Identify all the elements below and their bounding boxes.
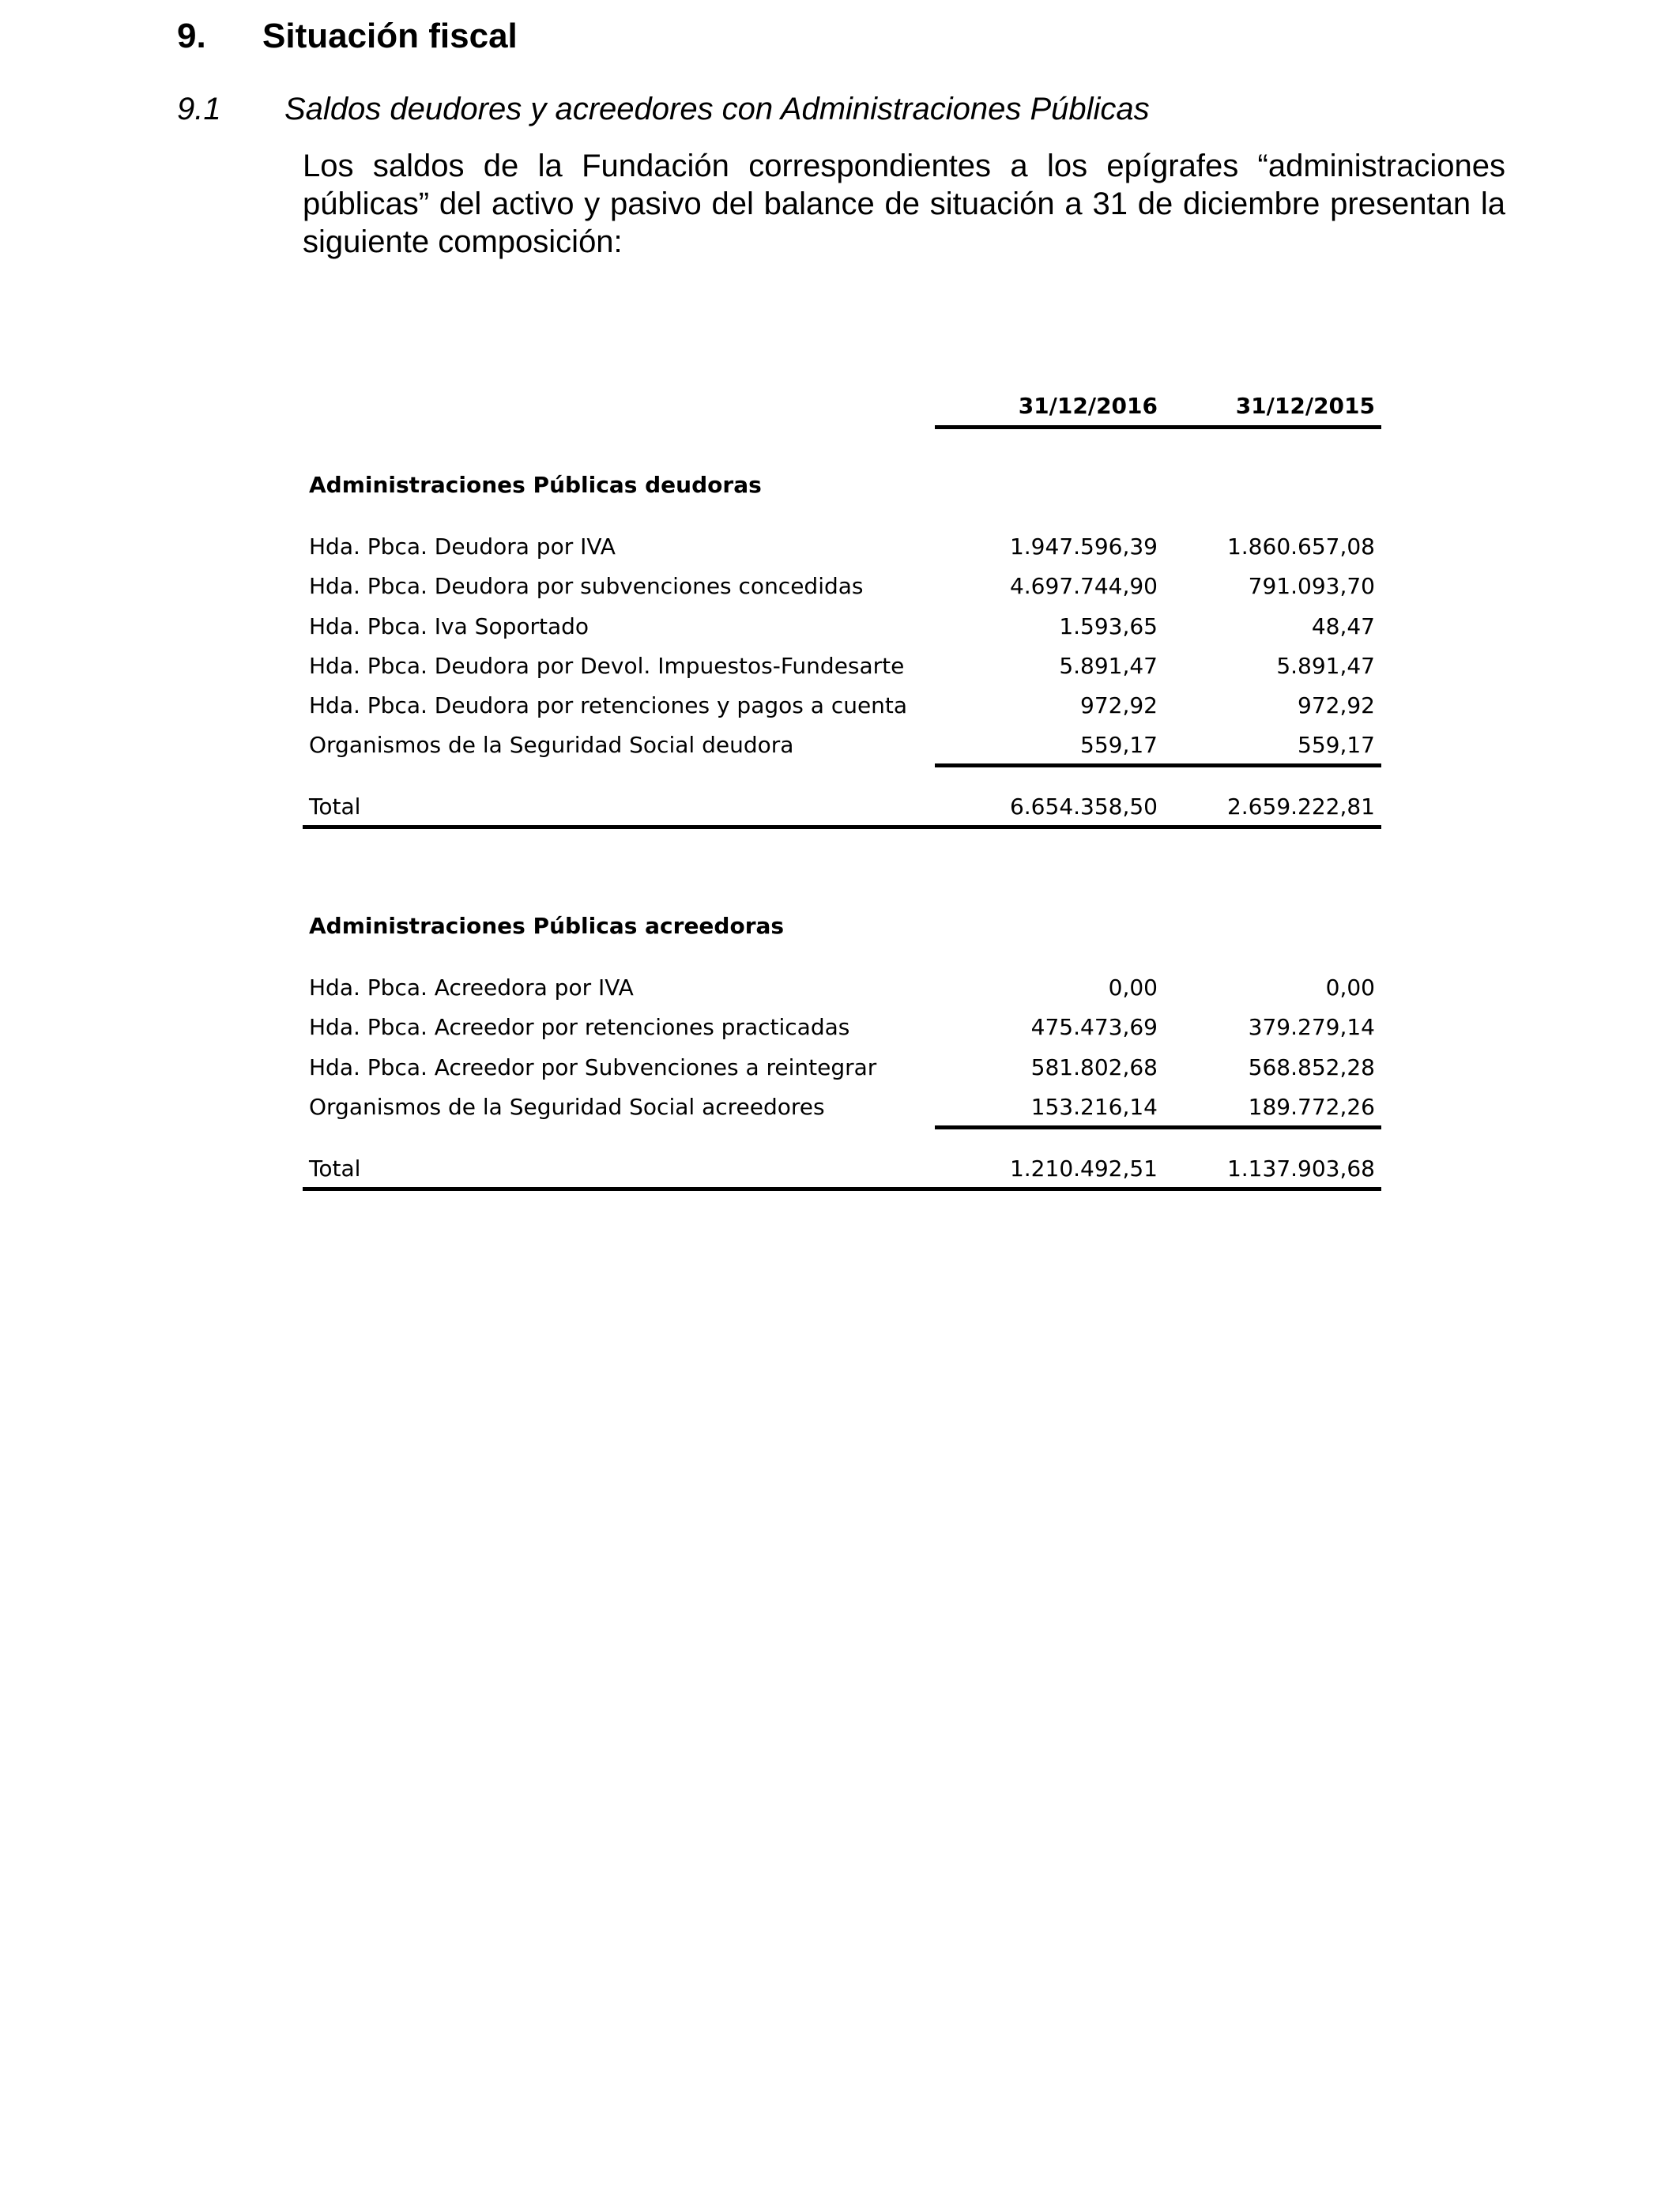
- row-label: Hda. Pbca. Acreedora por IVA: [309, 974, 634, 1001]
- total-rule: [303, 825, 1381, 829]
- section-heading-deudoras: [303, 469, 1381, 501]
- row-value-2015: 189.772,26: [1248, 1094, 1375, 1120]
- deudoras-heading: Administraciones Públicas deudoras: [309, 472, 762, 498]
- row-value-2016: 559,17: [1080, 732, 1158, 758]
- table-row: [303, 972, 1381, 1004]
- table-row: [303, 1091, 1381, 1123]
- row-label: Hda. Pbca. Deudora por subvenciones concedidas: [309, 573, 864, 599]
- total-value-2015: 2.659.222,81: [1226, 794, 1375, 820]
- section-heading-acreedoras: [303, 910, 1381, 942]
- total-value-2016: 1.210.492,51: [1009, 1155, 1158, 1182]
- row-value-2015: 0,00: [1325, 974, 1375, 1001]
- row-value-2015: 5.891,47: [1276, 653, 1375, 679]
- row-label: Hda. Pbca. Deudora por Devol. Impuestos-Fundesarte: [309, 653, 905, 679]
- total-value-2016: 6.654.358,50: [1009, 794, 1158, 820]
- row-label: Hda. Pbca. Acreedor por Subvenciones a reintegrar: [309, 1054, 877, 1080]
- row-value-2016: 1.947.596,39: [1009, 533, 1158, 560]
- row-label: Hda. Pbca. Iva Soportado: [309, 613, 590, 639]
- row-label: Hda. Pbca. Acreedor por retenciones practicadas: [309, 1014, 850, 1040]
- table-row: [303, 729, 1381, 761]
- row-value-2016: 5.891,47: [1059, 653, 1158, 679]
- row-value-2015: 972,92: [1298, 692, 1375, 718]
- total-row: [303, 1153, 1381, 1185]
- row-value-2016: 4.697.744,90: [1009, 573, 1158, 599]
- subsection-title: Saldos deudores y acreedores con Administraciones Públicas: [284, 92, 1150, 126]
- subsection-number: 9.1: [177, 92, 221, 126]
- table-row: [303, 1012, 1381, 1043]
- table-row: [303, 531, 1381, 563]
- subsection-heading: [177, 89, 1150, 130]
- row-value-2016: 153.216,14: [1030, 1094, 1158, 1120]
- table-row: [303, 650, 1381, 682]
- row-label: Organismos de la Seguridad Social deudora: [309, 732, 794, 758]
- column-header-2015: 31/12/2015: [1235, 393, 1375, 419]
- row-value-2015: 791.093,70: [1248, 573, 1375, 599]
- total-value-2015: 1.137.903,68: [1226, 1155, 1375, 1182]
- row-value-2015: 559,17: [1298, 732, 1375, 758]
- table-row: [303, 611, 1381, 643]
- total-label: Total: [309, 1155, 361, 1182]
- section-heading: [177, 14, 518, 58]
- row-value-2015: 379.279,14: [1248, 1014, 1375, 1040]
- section-title: Situación fiscal: [262, 17, 518, 55]
- intro-paragraph: Los saldos de la Fundación correspondientes a los epígrafes “administraciones públicas” del activo y pasivo del balance de situación a 31 de diciembre presentan la siguiente composición:: [303, 149, 1505, 259]
- total-label: Total: [309, 794, 361, 820]
- row-value-2016: 475.473,69: [1030, 1014, 1158, 1040]
- row-label: Hda. Pbca. Deudora por retenciones y pagos a cuenta: [309, 692, 908, 718]
- table-header-row: [303, 390, 1381, 422]
- table-row: [303, 1052, 1381, 1084]
- row-value-2015: 568.852,28: [1248, 1054, 1375, 1080]
- row-label: Hda. Pbca. Deudora por IVA: [309, 533, 616, 560]
- total-row: [303, 791, 1381, 823]
- row-value-2016: 972,92: [1080, 692, 1158, 718]
- row-value-2016: 0,00: [1108, 974, 1158, 1001]
- total-rule: [303, 1187, 1381, 1191]
- row-value-2015: 48,47: [1311, 613, 1375, 639]
- table-row: [303, 571, 1381, 602]
- row-value-2016: 1.593,65: [1059, 613, 1158, 639]
- subtotal-rule: [935, 763, 1381, 767]
- subtotal-rule: [935, 1125, 1381, 1129]
- header-rule: [935, 425, 1381, 429]
- column-header-2016: 31/12/2016: [1018, 393, 1158, 419]
- row-value-2015: 1.860.657,08: [1226, 533, 1375, 560]
- section-number: 9.: [177, 17, 206, 55]
- row-value-2016: 581.802,68: [1030, 1054, 1158, 1080]
- acreedoras-heading: Administraciones Públicas acreedoras: [309, 913, 785, 939]
- row-label: Organismos de la Seguridad Social acreedores: [309, 1094, 825, 1120]
- table-row: [303, 690, 1381, 722]
